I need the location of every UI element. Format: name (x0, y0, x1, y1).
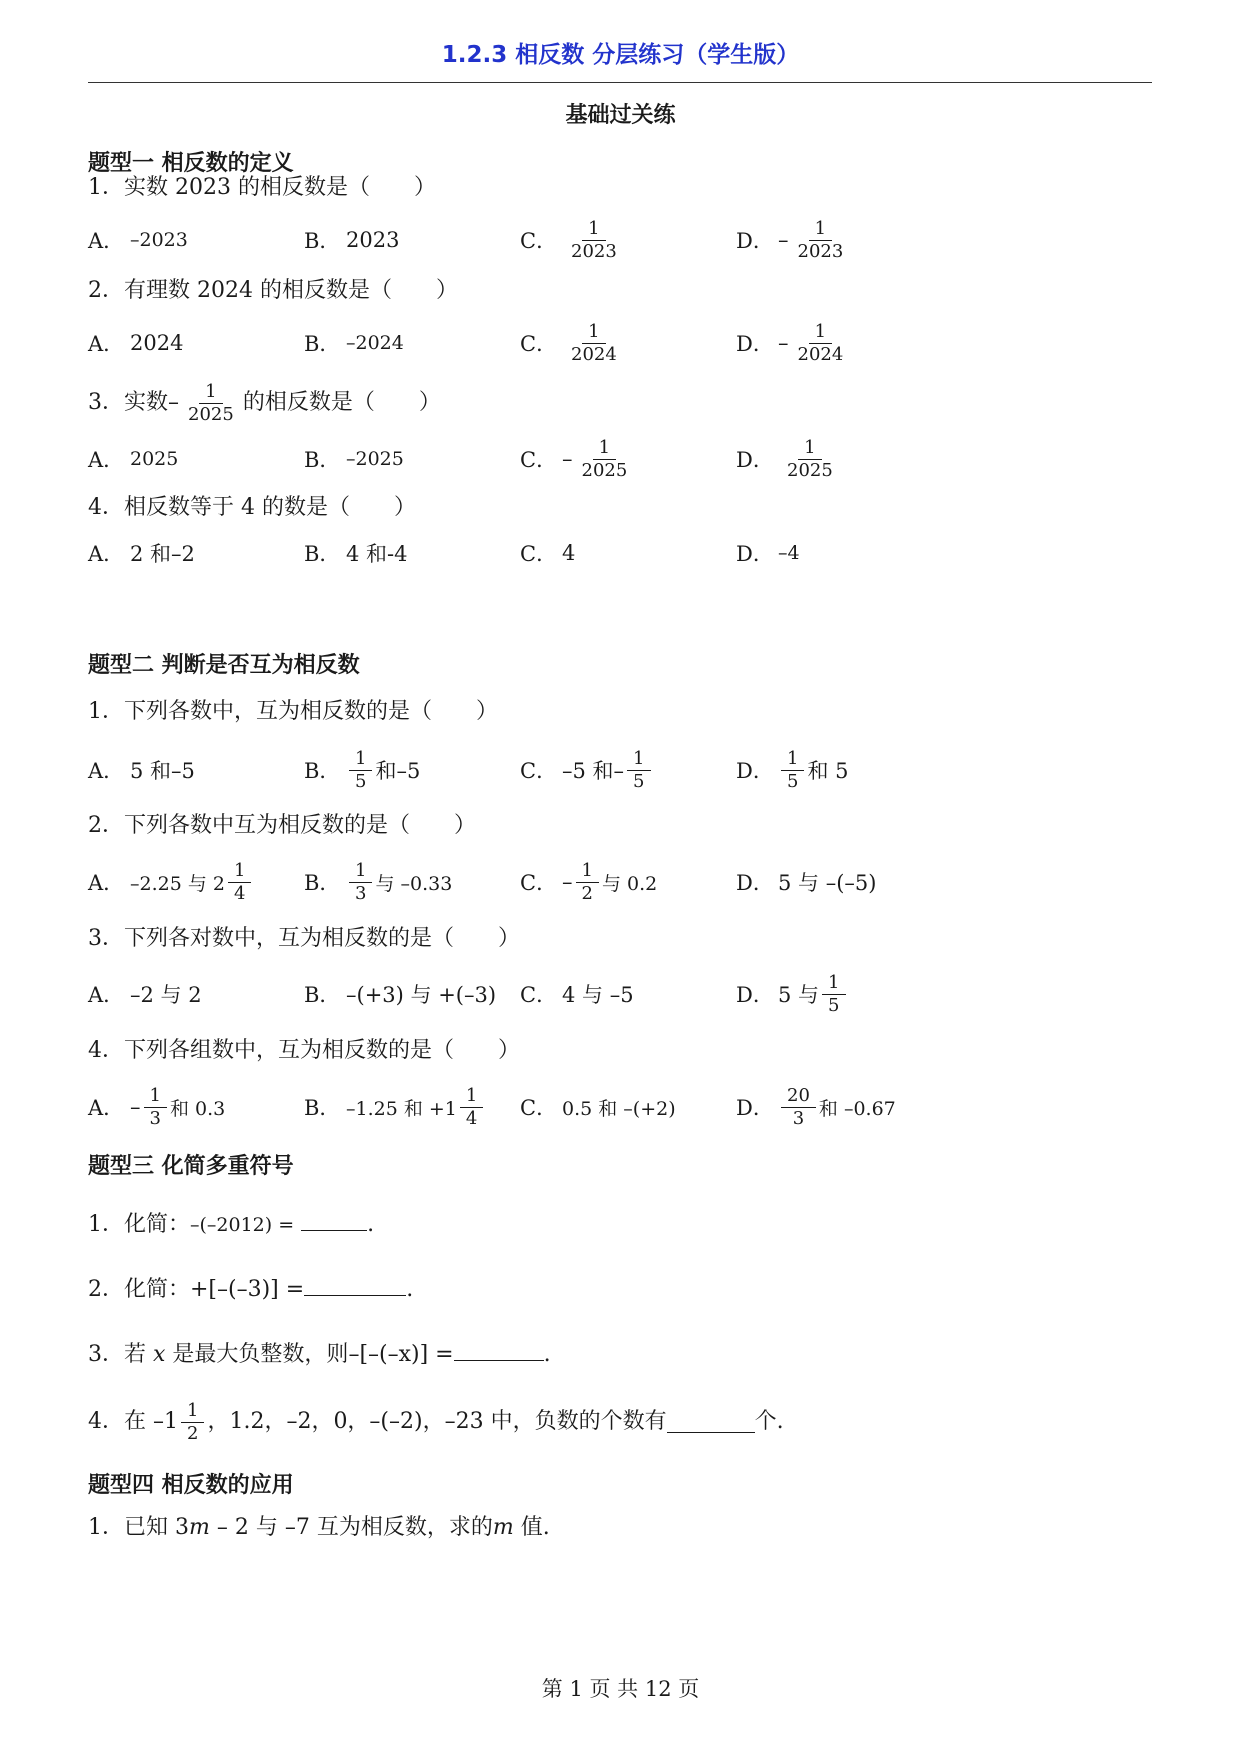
fraction: $\frac{1}{2}$ (576, 860, 599, 905)
question-stem: 2．下列各数中互为相反数的是（ ） (88, 813, 476, 838)
option-row (88, 215, 1168, 265)
answer-blank (304, 1275, 406, 1296)
fraction: $\frac{1}{2025}$ (581, 436, 628, 481)
option-d: D． $\frac{20}{3}$ 和 –0.67 (736, 1084, 896, 1129)
fraction: $\frac{1}{4}$ (228, 860, 251, 905)
fraction: $\frac{1}{5}$ (349, 748, 372, 793)
option-a: A． 5 和–5 (88, 759, 195, 783)
question-stem: 1．实数 2023 的相反数是（ ） (88, 175, 436, 200)
fill-in-question: 4．在 –1 $\frac{1}{2}$ ，1.2，–2，0，–(–2)，–23 中，负数的个数有 个. (88, 1399, 784, 1444)
question-stem: 3．实数 – $\frac{1}{2025}$ 的相反数是（ ） (88, 380, 441, 425)
option-a: A． –2 与 2 (88, 983, 202, 1007)
fraction: $\frac{1}{2025}$ (188, 380, 234, 425)
question-stem: 1．下列各数中，互为相反数的是（ ） (88, 699, 498, 724)
option-b: B． $\frac{1}{3}$ 与 –0.33 (304, 859, 453, 904)
option-d: D． –4 (736, 542, 800, 566)
option-c: C． – $\frac{1}{2025}$ (520, 434, 636, 484)
option-d: D． – $\frac{1}{2024}$ (736, 318, 852, 368)
question-stem: 3．下列各对数中，互为相反数的是（ ） (88, 926, 520, 951)
option-a: A． 2025 (88, 448, 179, 472)
fraction: $\frac{1}{2}$ (181, 1400, 204, 1445)
page-footer: 第 1 页 共 12 页 (541, 1677, 700, 1701)
answer-blank (454, 1340, 544, 1361)
fraction: $\frac{1}{4}$ (460, 1085, 483, 1130)
fraction: $\frac{1}{3}$ (144, 1085, 167, 1130)
question-stem: 2．有理数 2024 的相反数是（ ） (88, 278, 458, 303)
option-c: C． 4 (520, 541, 576, 566)
option-b: B． –1.25 和 +1 $\frac{1}{4}$ (304, 1082, 486, 1132)
option-d: D． $\frac{1}{2025}$ (736, 434, 842, 484)
option-d: D． $\frac{1}{5}$ 和 5 (736, 747, 849, 792)
header-divider (88, 82, 1152, 83)
option-row (88, 318, 1168, 368)
level-heading: 基础过关练 (565, 103, 676, 128)
option-row (88, 528, 1168, 578)
answer-blank (667, 1412, 755, 1433)
fill-in-question: 1．化简：–(–2012) = . (88, 1212, 375, 1237)
option-a: A． –2023 (88, 229, 188, 253)
option-c: C． 0.5 和 –(+2) (520, 1096, 676, 1120)
option-a: A． – $\frac{1}{3}$ 和 0.3 (88, 1084, 226, 1129)
question-stem: 4．下列各组数中，互为相反数的是（ ） (88, 1038, 520, 1063)
option-a: A． 2024 (88, 331, 184, 356)
fraction: $\frac{1}{2025}$ (787, 436, 833, 481)
section-title: 题型二 判断是否互为相反数 (88, 653, 360, 678)
section-title: 题型三 化简多重符号 (88, 1154, 294, 1179)
option-row (88, 745, 1168, 795)
fraction: $\frac{1}{3}$ (349, 860, 372, 905)
option-c: C． 4 与 –5 (520, 983, 634, 1007)
section-title: 题型一 相反数的定义 (88, 151, 294, 176)
option-row (88, 1082, 1168, 1132)
option-a: A． 2 和–2 (88, 542, 195, 566)
section-title: 题型四 相反数的应用 (88, 1473, 294, 1498)
option-b: B． –(+3) 与 +(–3) (304, 983, 497, 1007)
option-a: A． –2.25 与 2 $\frac{1}{4}$ (88, 857, 254, 907)
fraction: $\frac{1}{5}$ (781, 748, 804, 793)
fill-in-question: 3．若 x 是最大负整数，则–[–(–x)] = . (88, 1342, 551, 1367)
fraction: $\frac{1}{2024}$ (571, 320, 617, 365)
option-row (88, 857, 1168, 907)
fraction: $\frac{1}{2023}$ (571, 217, 617, 262)
fraction: $\frac{20}{3}$ (781, 1085, 816, 1130)
answer-blank (301, 1210, 367, 1231)
question-stem: 4．相反数等于 4 的数是（ ） (88, 495, 416, 520)
option-d: D． 5 与 $\frac{1}{5}$ (736, 969, 849, 1019)
option-b: B． 2023 (304, 228, 400, 253)
option-b: B． $\frac{1}{5}$ 和–5 (304, 747, 421, 792)
option-d: D． 5 与 –(–5) (736, 871, 877, 895)
document-title: 1.2.3 相反数 分层练习（学生版） (441, 42, 800, 68)
fraction: $\frac{1}{5}$ (822, 972, 845, 1017)
option-row (88, 434, 1168, 484)
option-b: B． –2024 (304, 332, 404, 356)
fraction: $\frac{1}{2024}$ (797, 320, 844, 365)
fraction: $\frac{1}{5}$ (627, 748, 650, 793)
option-c: C． –5 和– $\frac{1}{5}$ (520, 745, 654, 795)
option-c: C． – $\frac{1}{2}$ 与 0.2 (520, 859, 658, 904)
option-c: C． $\frac{1}{2023}$ (520, 215, 626, 265)
fill-in-question: 2．化简：+[–(–3)] = . (88, 1277, 414, 1302)
fraction: $\frac{1}{2023}$ (797, 217, 844, 262)
option-b: B． –2025 (304, 448, 404, 472)
option-c: C． $\frac{1}{2024}$ (520, 318, 626, 368)
question-stem: 1．已知 3m – 2 与 –7 互为相反数，求的m 值. (88, 1515, 550, 1540)
option-b: B． 4 和-4 (304, 542, 408, 566)
option-row (88, 969, 1168, 1019)
option-d: D． – $\frac{1}{2023}$ (736, 215, 852, 265)
